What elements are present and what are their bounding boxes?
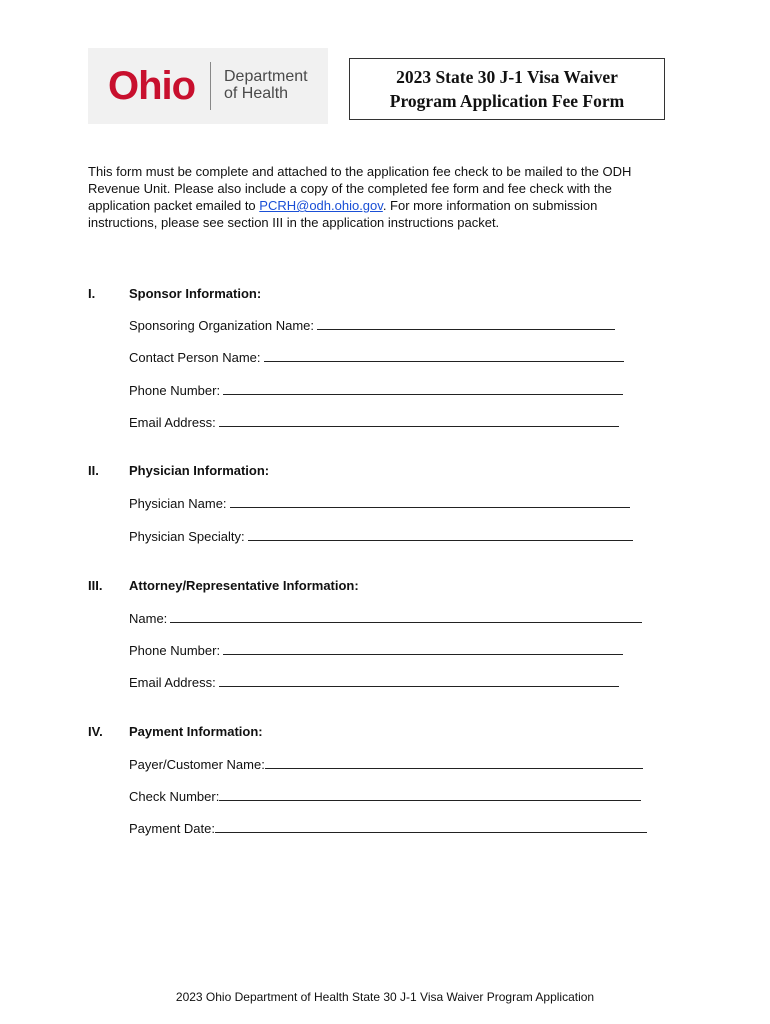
- field-label: Phone Number:: [129, 643, 221, 658]
- field-label: Check Number:: [129, 789, 220, 804]
- field-payment-date[interactable]: [129, 821, 647, 836]
- section-title-attorney: Attorney/Representative Information:: [129, 578, 359, 593]
- fill-line[interactable]: [219, 789, 641, 801]
- section-number: IV.: [88, 724, 103, 739]
- field-label: Name:: [129, 611, 168, 626]
- intro-paragraph: [88, 163, 648, 231]
- field-label: Email Address:: [129, 415, 216, 430]
- fill-line[interactable]: [219, 675, 619, 687]
- form-title-line2: Program Application Fee Form: [389, 91, 625, 111]
- fill-line[interactable]: [230, 496, 630, 508]
- field-label: Payer/Customer Name:: [129, 757, 265, 772]
- field-check-number[interactable]: [129, 789, 641, 804]
- field-attorney-phone[interactable]: [129, 643, 623, 658]
- logo-divider: [210, 62, 211, 110]
- field-sponsor-phone[interactable]: [129, 383, 623, 398]
- section-number: II.: [88, 463, 99, 478]
- odh-logo: [88, 48, 328, 124]
- section-title-physician: Physician Information:: [129, 463, 270, 478]
- email-link[interactable]: PCRH@odh.ohio.gov: [259, 198, 383, 213]
- fill-line[interactable]: [215, 821, 647, 833]
- form-title: [349, 58, 665, 120]
- logo-dept-line2: of Health: [224, 85, 289, 102]
- field-sponsoring-organization[interactable]: [129, 318, 615, 333]
- fill-line[interactable]: [248, 529, 633, 541]
- form-title-line1: 2023 State 30 J-1 Visa Waiver: [396, 67, 618, 87]
- field-label: Phone Number:: [129, 383, 221, 398]
- field-physician-name[interactable]: [129, 496, 630, 511]
- intro-text-before: This form must be complete and attached to the application fee check to be mailed to the ODH Revenue Unit. Please also include a copy of the completed fee form and fee check with the application packet emailed to: [88, 164, 632, 213]
- field-label: Physician Specialty:: [129, 529, 245, 544]
- section-title-payment: Payment Information:: [129, 724, 263, 739]
- section-title-sponsor: Sponsor Information:: [129, 286, 262, 301]
- fill-line[interactable]: [265, 757, 643, 769]
- logo-department-text: [224, 68, 308, 102]
- field-label: Physician Name:: [129, 496, 227, 511]
- field-attorney-name[interactable]: [129, 611, 642, 626]
- section-number: I.: [88, 286, 96, 301]
- fill-line[interactable]: [223, 643, 623, 655]
- field-attorney-email[interactable]: [129, 675, 619, 690]
- field-payer-name[interactable]: [129, 757, 643, 772]
- logo-ohio-wordmark: Ohio: [108, 64, 196, 108]
- fill-line[interactable]: [264, 350, 624, 362]
- logo-dept-line1: Department: [224, 68, 308, 85]
- section-number: III.: [88, 578, 103, 593]
- page-footer: 2023 Ohio Department of Health State 30 J-1 Visa Waiver Program Application: [175, 990, 595, 1004]
- fill-line[interactable]: [223, 383, 623, 395]
- field-physician-specialty[interactable]: [129, 529, 633, 544]
- field-label: Email Address:: [129, 675, 216, 690]
- fill-line[interactable]: [317, 318, 615, 330]
- field-contact-person[interactable]: [129, 350, 624, 365]
- field-label: Payment Date:: [129, 821, 215, 836]
- field-label: Contact Person Name:: [129, 350, 261, 365]
- intro-text-after: . For more information on submission instructions, please see section III in the application instructions packet.: [88, 198, 598, 230]
- field-sponsor-email[interactable]: [129, 415, 619, 430]
- fill-line[interactable]: [219, 415, 619, 427]
- field-label: Sponsoring Organization Name:: [129, 318, 314, 333]
- fill-line[interactable]: [170, 611, 642, 623]
